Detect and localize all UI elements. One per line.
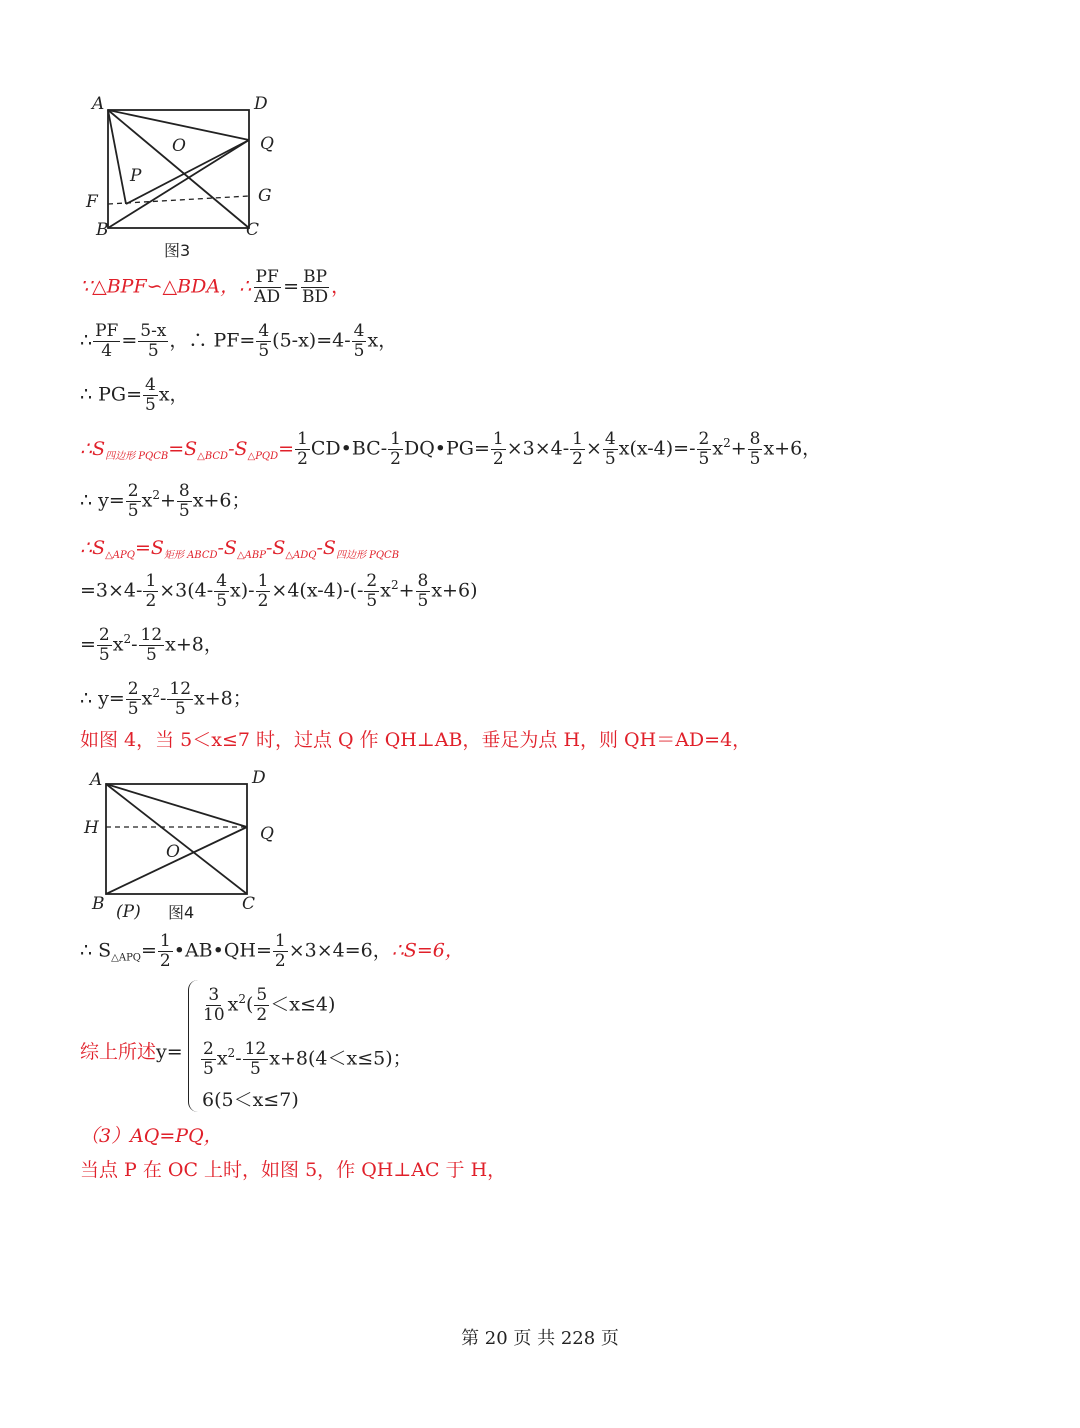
proof-line-11: ∴ $S_{\triangle APQ}=$ $\frac{1}{2}$ •AB•QH= $\frac{1}{2}$ ×3×4=6，∴S=6，	[80, 931, 464, 971]
fraction-4-5: $\frac{4}{5}$	[216, 571, 228, 611]
proof-line-9: ∴ y= $\frac{2}{5}$ $x^2-$ $\frac{12}{5}$ x+8；	[80, 679, 252, 719]
proof-line-4: $\therefore S_{四边形 PQCB}=S_{\triangle BCD}-S_{\triangle PQD}=$ $\frac{1}{2}$ CD•BC- $\frac{1}{2}$ DQ•PG= $\frac{1}{2}$ ×3×4- $\frac{1}{2}$ × $\frac{4}{5}$ x(x-4)=- $\frac{2}{5}$ $x^2+$ $\frac{8}{5}$ x+6，	[80, 429, 822, 469]
label-Q: Q	[260, 134, 274, 154]
label-H: H	[84, 818, 99, 838]
label-C: C	[242, 894, 256, 914]
label-P: (P)	[116, 902, 141, 922]
label-P: P	[130, 166, 142, 186]
fraction-pf-4: $\frac{PF}{4}$	[95, 321, 119, 361]
line1-prefix: ∵△BPF∽△BDA，∴	[80, 275, 252, 298]
fraction-1-2: $\frac{1}{2}$	[257, 571, 269, 611]
fraction-8-5: $\frac{8}{5}$	[749, 429, 761, 469]
piecewise-case-2: $\frac{2}{5}$ $x^2-$ $\frac{12}{5}$ x+8(4＜x≤5)；	[203, 1039, 412, 1079]
fraction-1-2: $\frac{1}{2}$	[159, 931, 171, 971]
piecewise-case-3: 6(5＜x≤7)	[202, 1089, 299, 1111]
part-3-heading: （3）AQ=PQ，	[80, 1125, 223, 1147]
label-B: B	[92, 894, 105, 914]
page-footer: 第 20 页 共 228 页	[461, 1328, 619, 1349]
fraction-2-5: $\frac{2}{5}$	[127, 481, 139, 521]
figure-4-caption: 图4	[168, 903, 195, 922]
fraction-5-2: $\frac{5}{2}$	[256, 985, 268, 1025]
fraction-1-2: $\frac{1}{2}$	[390, 429, 401, 469]
proof-line-3: ∴ PG= $\frac{4}{5}$ x，	[80, 375, 189, 415]
fraction-4-5: $\frac{4}{5}$	[604, 429, 616, 469]
fraction-1-2: $\frac{1}{2}$	[572, 429, 583, 469]
label-O: O	[172, 136, 186, 156]
fraction-2-5: $\frac{2}{5}$	[698, 429, 710, 469]
fraction-12-5: $\frac{12}{5}$	[244, 1039, 267, 1079]
label-D: D	[254, 94, 268, 114]
fraction-bp-bd: $\frac{BP}{BD}$	[302, 267, 329, 307]
label-F: F	[86, 192, 98, 212]
fraction-1-2: $\frac{1}{2}$	[297, 429, 308, 469]
fraction-pf-ad: $\frac{PF}{AD}$	[254, 267, 281, 307]
fraction-8-5: $\frac{8}{5}$	[178, 481, 190, 521]
summary-label-line: 综上所述y=	[80, 1041, 183, 1063]
summary-label: 综上所述	[80, 1041, 157, 1063]
proof-line-8: = $\frac{2}{5}$ $x^2-$ $\frac{12}{5}$ x+8，	[80, 625, 223, 665]
fraction-12-5: $\frac{12}{5}$	[140, 625, 163, 665]
label-Q: Q	[260, 824, 274, 844]
proof-line-2: ∴ $\frac{PF}{4}$ = $\frac{5-x}{5}$ ，∴ PF= $\frac{4}{5}$ (5-x)=4- $\frac{4}{5}$ x，	[80, 321, 398, 361]
fraction-2-5: $\frac{2}{5}$	[366, 571, 378, 611]
figure-3-caption: 图3	[164, 241, 191, 260]
label-D: D	[252, 768, 266, 788]
piecewise-case-1: $\frac{3}{10}$ $x^2$( $\frac{5}{2}$ ＜x≤4)	[203, 985, 336, 1025]
fraction-8-5: $\frac{8}{5}$	[417, 571, 429, 611]
fraction-2-5: $\frac{2}{5}$	[203, 1039, 214, 1079]
fraction-5x-5: $\frac{5-x}{5}$	[140, 321, 167, 361]
piecewise-brace	[188, 980, 199, 1112]
figure-4	[80, 764, 300, 924]
fraction-4-5: $\frac{4}{5}$	[145, 375, 156, 415]
fraction-1-2: $\frac{1}{2}$	[274, 931, 286, 971]
proof-line-6: $\therefore S_{\triangle APQ}=S_{矩形 ABCD}-S_{\triangle ABP}-S_{\triangle ADQ}-S_{四边形 PQCB}$	[80, 537, 400, 561]
fraction-2-5: $\frac{2}{5}$	[127, 679, 139, 719]
figure-3	[80, 90, 300, 260]
fraction-2-5: $\frac{2}{5}$	[98, 625, 110, 665]
label-A: A	[92, 94, 105, 114]
fraction-4-5: $\frac{4}{5}$	[258, 321, 270, 361]
figure-3-diagram	[80, 90, 300, 260]
label-B: B	[96, 220, 109, 240]
label-G: G	[258, 186, 272, 206]
fraction-4-5: $\frac{4}{5}$	[353, 321, 365, 361]
label-A: A	[90, 770, 103, 790]
fraction-3-10: $\frac{3}{10}$	[203, 985, 225, 1025]
fraction-12-5: $\frac{12}{5}$	[169, 679, 192, 719]
label-O: O	[166, 842, 180, 862]
fraction-1-2: $\frac{1}{2}$	[492, 429, 504, 469]
proof-line-5: ∴ y= $\frac{2}{5}$ $x^2+$ $\frac{8}{5}$ x+6；	[80, 481, 251, 521]
proof-line-7: =3×4- $\frac{1}{2}$ ×3(4- $\frac{4}{5}$ x)- $\frac{1}{2}$ ×4(x-4)-(- $\frac{2}{5}$ $x^2+$ $\frac{8}{5}$ x+6)	[80, 571, 478, 611]
fraction-1-2: $\frac{1}{2}$	[145, 571, 157, 611]
proof-line-10: 如图 4，当 5＜x≤7 时，过点 Q 作 QH⊥AB，垂足为点 H，则 QH＝AD=4，	[80, 729, 752, 751]
label-C: C	[246, 220, 260, 240]
part-3-line-2: 当点 P 在 OC 上时，如图 5，作 QH⊥AC 于 H，	[80, 1159, 507, 1181]
proof-line-1: ∵△BPF∽△BDA，∴ $\frac{PF}{AD}$ = $\frac{BP}{BD}$ ，	[80, 267, 351, 307]
